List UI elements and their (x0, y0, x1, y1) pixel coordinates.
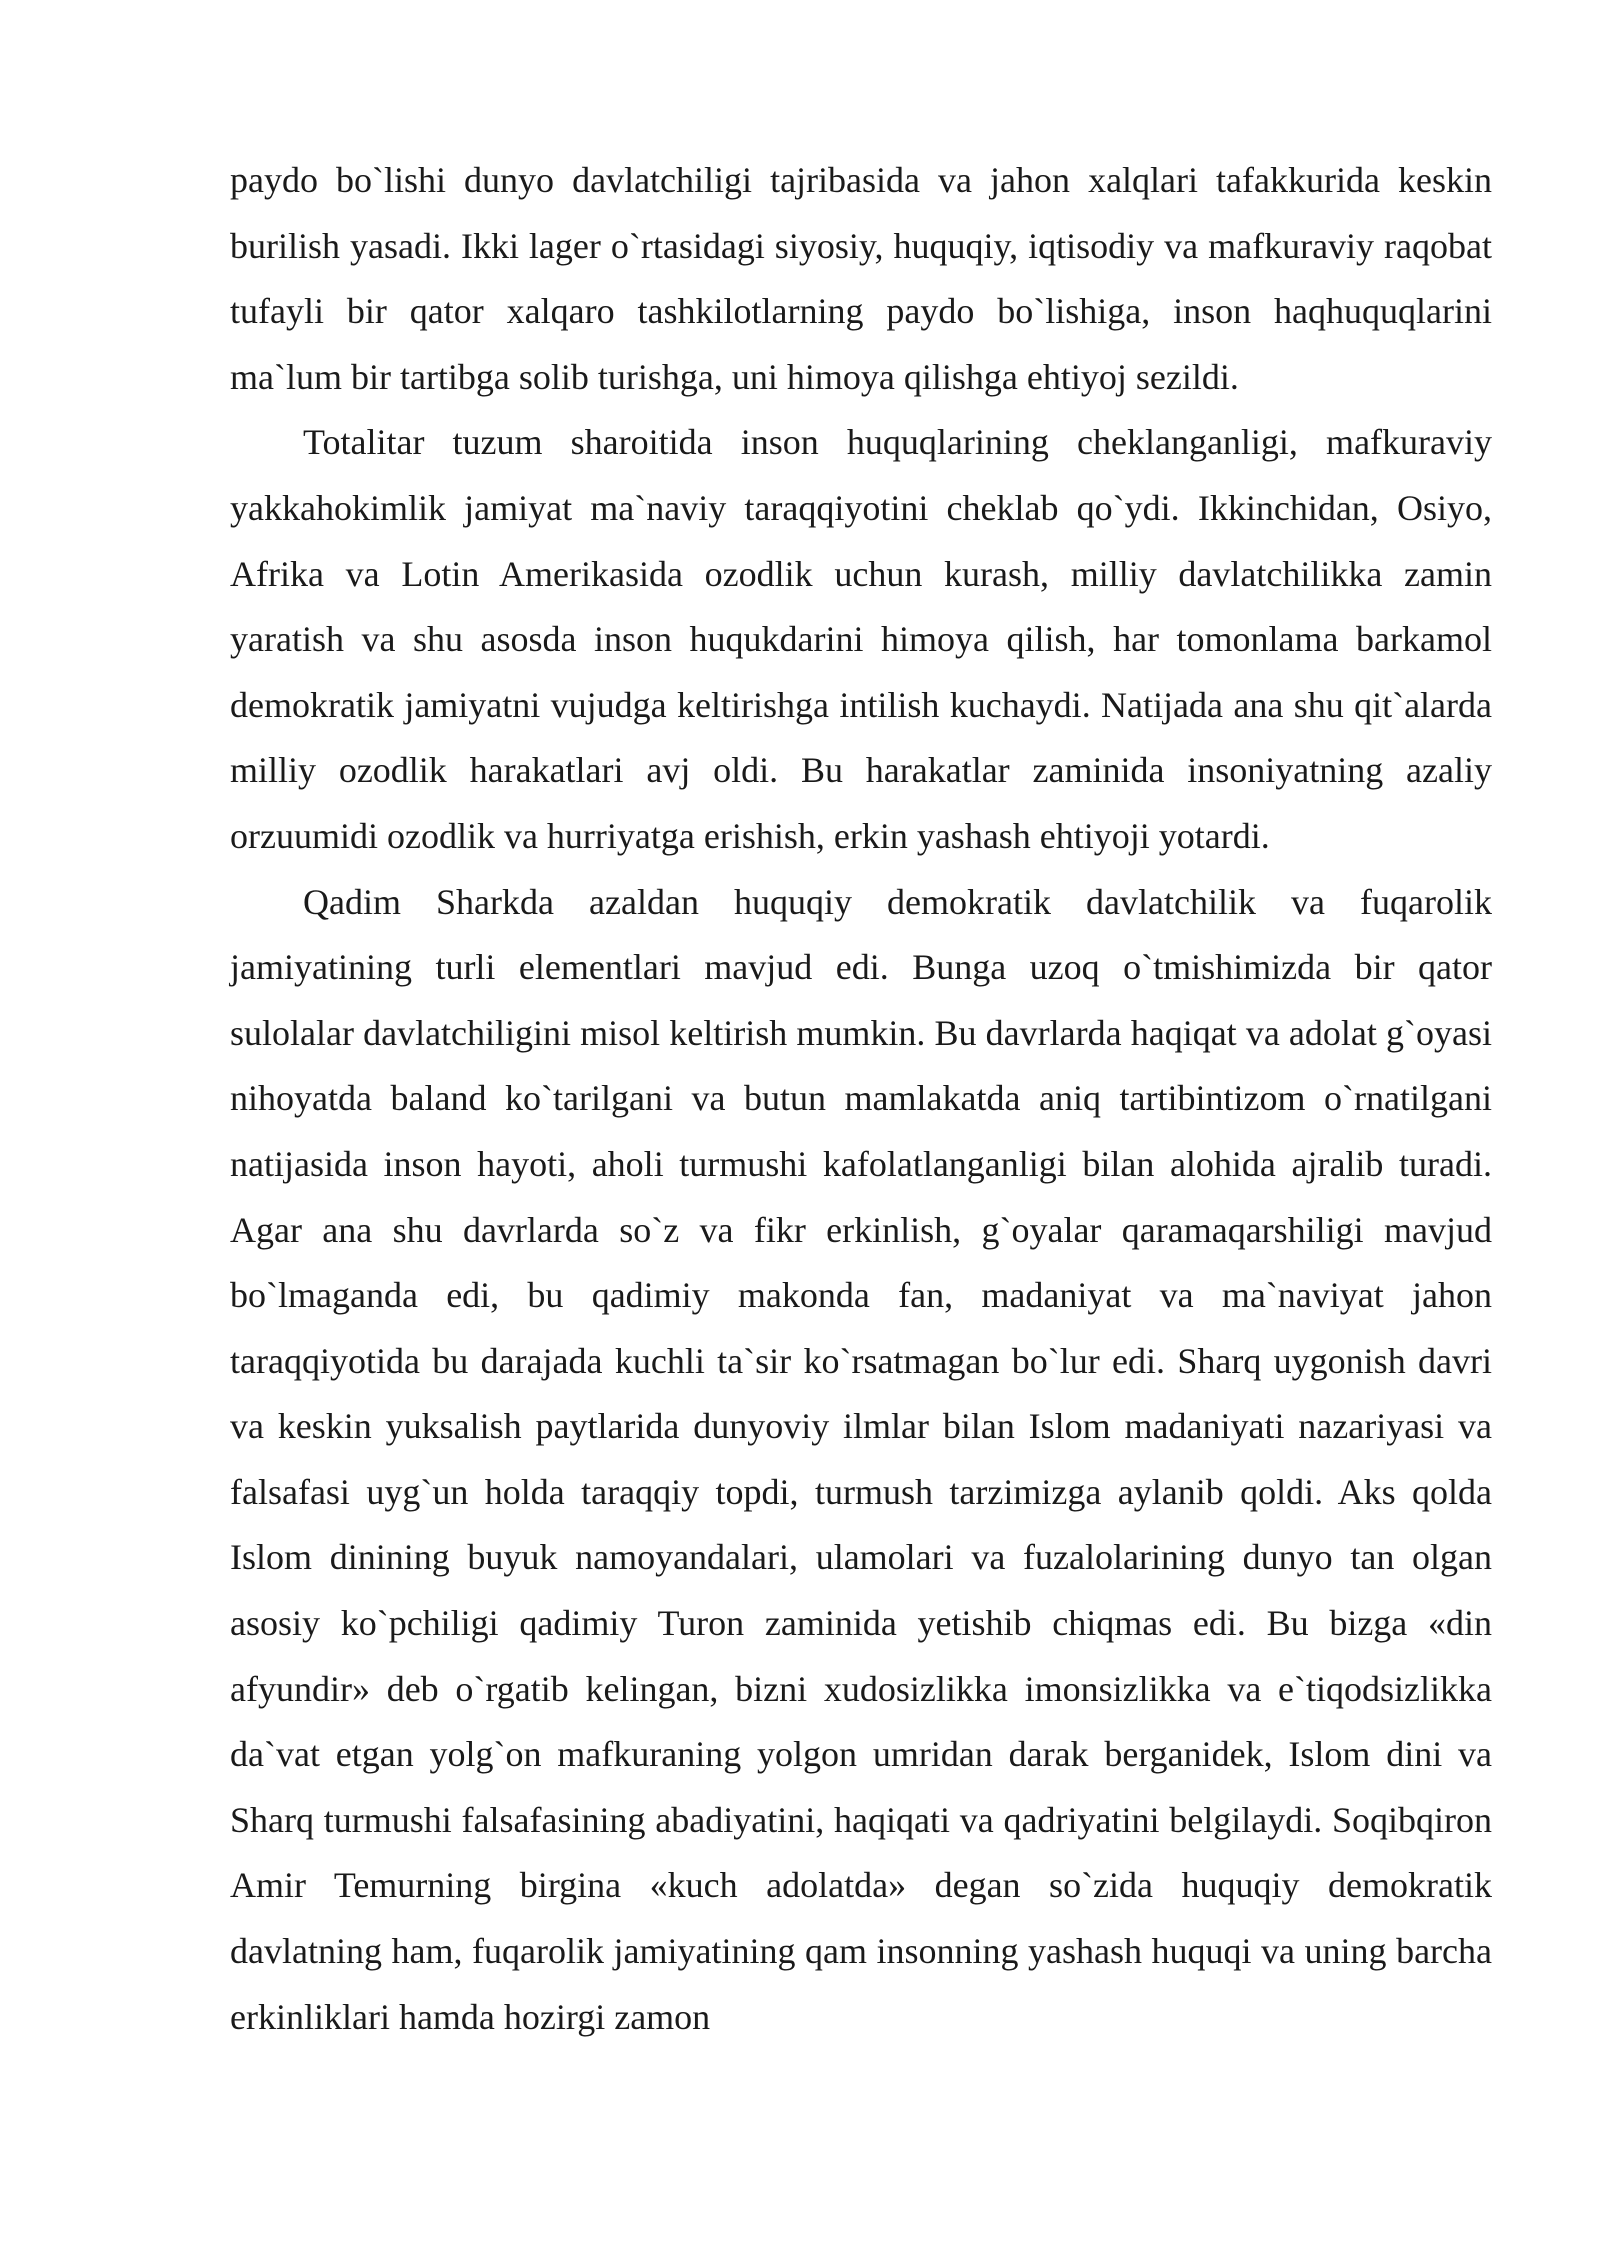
paragraph-continuation: paydo bo`lishi dunyo davlatchiligi tajribasida va jahon xalqlari tafakkurida keskin burilish yasadi. Ikki lager o`rtasidagi siyosiy, huquqiy, iqtisodiy va mafkuraviy raqobat tufayli bir qator xalqaro tashkilotlarning paydo bo`lishiga, inson haqhuquqlarini ma`lum bir tartibga solib turishga, uni himoya qilishga ehtiyoj sezildi. (230, 160, 1492, 397)
paragraph-totalitar-tuzum: Totalitar tuzum sharoitida inson huquqlarining cheklanganligi, mafkuraviy yakkahokimlik jamiyat ma`naviy taraqqiyotini cheklab qo`ydi. Ikkinchidan, Osiyo, Afrika va Lotin Amerikasida ozodlik uchun kurash, milliy davlatchilikka zamin yaratish va shu asosda inson huqukdarini himoya qilish, har tomonlama barkamol demokratik jamiyatni vujudga keltirishga intilish kuchaydi. Natijada ana shu qit`alarda milliy ozodlik harakatlari avj oldi. Bu harakatlar zaminida insoniyatning azaliy orzuumidi ozodlik va hurriyatga erishish, erkin yashash ehtiyoji yotardi. (230, 422, 1492, 856)
paragraph-qadim-sharkda: Qadim Sharkda azaldan huquqiy demokratik davlatchilik va fuqarolik jamiyatining turli elementlari mavjud edi. Bunga uzoq o`tmishimizda bir qator sulolalar davlatchiligini misol keltirish mumkin. Bu davrlarda haqiqat va adolat g`oyasi nihoyatda baland ko`tarilgani va butun mamlakatda aniq tartibintizom o`rnatilgani natijasida inson hayoti, aholi turmushi kafolatlanganligi bilan alohida ajralib turadi. Agar ana shu davrlarda so`z va fikr erkinlish, g`oyalar qaramaqarshiligi mavjud bo`lmaganda edi, bu qadimiy makonda fan, madaniyat va ma`naviyat jahon taraqqiyotida bu darajada kuchli ta`sir ko`rsatmagan bo`lur edi. Sharq uygonish davri va keskin yuksalish paytlarida dunyoviy ilmlar bilan Islom madaniyati nazariyasi va falsafasi uyg`un holda taraqqiy topdi, turmush tarzimizga aylanib qoldi. Aks qolda Islom dinining buyuk namoyandalari, ulamolari va fuzalolarining dunyo tan olgan asosiy ko`pchiligi qadimiy Turon zaminida yetishib chiqmas edi. Bu bizga «din afyundir» deb o`rgatib kelingan, bizni xudosizlikka imonsizlikka va e`tiqodsizlikka da`vat etgan yolg`on mafkuraning yolgon umridan darak berganidek, Islom dini va Sharq turmushi falsafasining abadiyatini, haqiqati va qadriyatini belgilaydi. Soqibqiron Amir Temurning birgina «kuch adolatda» degan so`zida huquqiy demokratik davlatning ham, fuqarolik jamiyatining qam insonning yashash huquqi va uning barcha erkinliklari hamda hozirgi zamon (230, 881, 1492, 2037)
body-text (230, 148, 1492, 2050)
